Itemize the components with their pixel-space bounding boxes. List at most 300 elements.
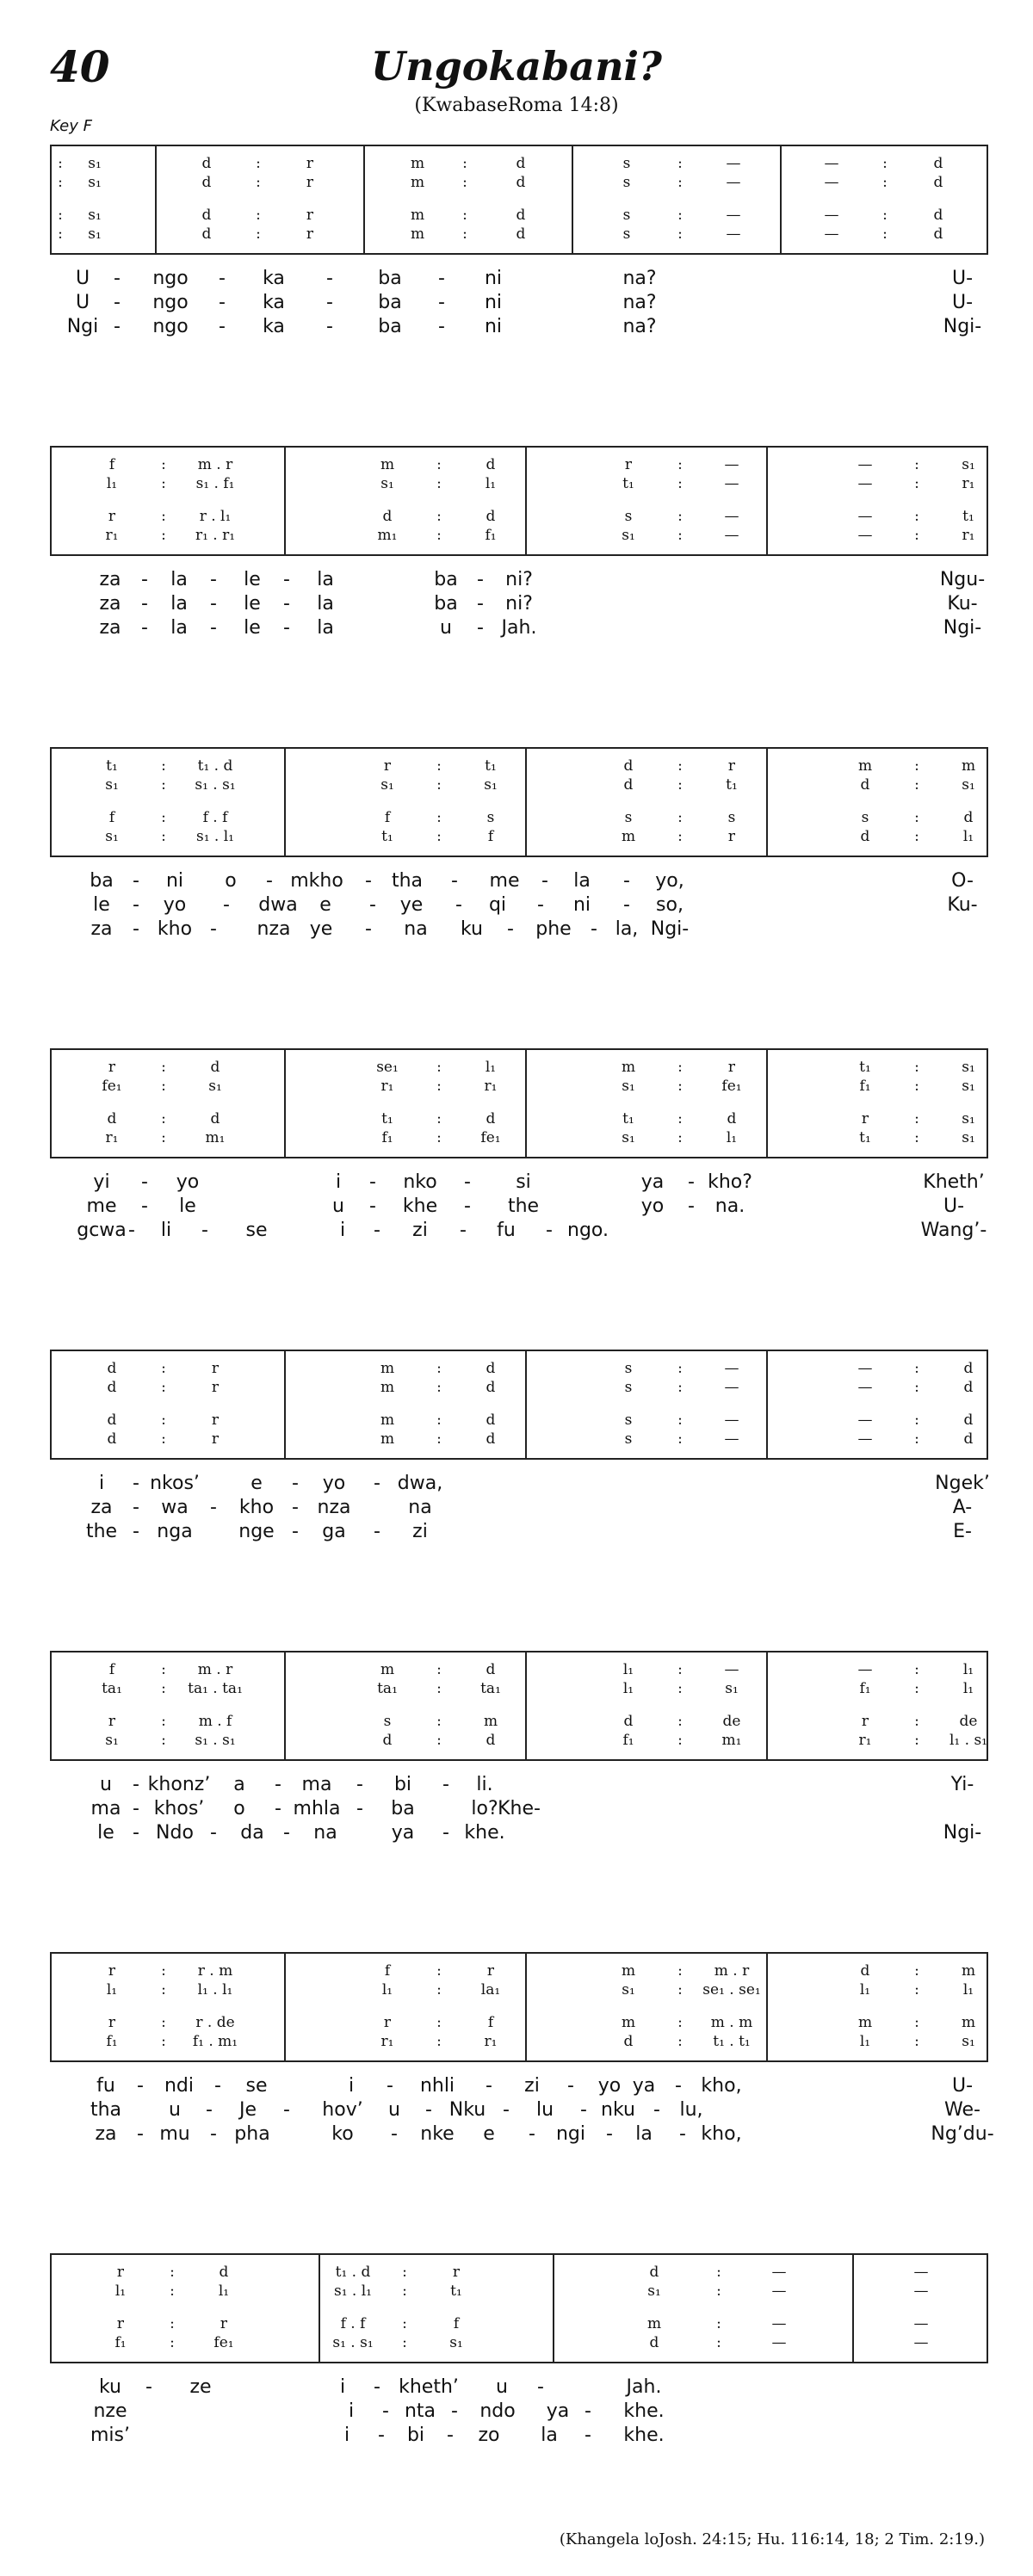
note-token: :: [914, 1412, 919, 1429]
note-token: d: [623, 776, 634, 794]
note-token: l₁: [622, 1661, 634, 1678]
note-token: s₁: [484, 776, 498, 794]
lyric-syllable: se: [245, 1220, 268, 1241]
lyric-syllable: -: [206, 2099, 213, 2121]
lyric-syllable: -: [623, 870, 630, 892]
lyric-syllable: -: [292, 1521, 299, 1542]
lyric-syllable: kho,: [701, 2075, 742, 2097]
voice-row: [52, 508, 987, 525]
voice-row: [52, 2014, 987, 2031]
lyric-syllable: -: [219, 268, 226, 289]
note-token: :: [677, 1430, 683, 1448]
note-token: l₁: [106, 475, 118, 492]
lyric-syllable: ya: [632, 2075, 656, 2097]
note-token: r: [108, 508, 116, 525]
note-token: :: [914, 1360, 919, 1377]
lyric-syllable: Ngi-: [943, 316, 982, 337]
note-token: r . m: [197, 1962, 233, 1980]
lyric-syllable: -: [114, 316, 121, 337]
lyric-syllable: -: [210, 593, 217, 615]
lyric-syllable: -: [477, 593, 484, 615]
note-token: r: [624, 456, 633, 473]
note-token: :: [914, 757, 919, 775]
note-token: s: [622, 207, 631, 224]
note-token: f: [108, 809, 115, 826]
lyric-line: [50, 1797, 988, 1821]
note-token: d: [486, 1412, 496, 1429]
note-token: —: [857, 1430, 873, 1448]
note-token: r₁ . r₁: [195, 527, 236, 544]
note-token: d: [516, 207, 526, 224]
lyric-syllable: nze: [93, 2400, 127, 2422]
lyric-syllable: -: [537, 894, 544, 916]
lyric-syllable: ye: [309, 918, 333, 940]
voice-row: [52, 757, 987, 775]
lyric-syllable: gcwa: [77, 1220, 127, 1241]
note-token: s₁: [105, 828, 119, 845]
lyric-syllable: O-: [951, 870, 974, 892]
note-token: :: [161, 1078, 166, 1095]
lyric-syllable: -: [438, 292, 445, 313]
lyric-syllable: -: [374, 1220, 380, 1241]
note-token: :: [914, 1430, 919, 1448]
note-token: —: [857, 1412, 873, 1429]
lyric-syllable: hov’: [322, 2099, 363, 2121]
note-token: s₁: [380, 475, 394, 492]
lyric-syllable: -: [447, 2425, 454, 2446]
lyric-syllable: -: [133, 870, 139, 892]
note-token: m₁: [205, 1129, 226, 1146]
note-token: d: [516, 155, 526, 172]
note-token: d: [623, 757, 634, 775]
note-token: :: [402, 2264, 407, 2281]
lyric-syllable: U-: [951, 292, 974, 313]
voice-row: [52, 1713, 987, 1730]
lyric-syllable: dwa: [258, 894, 298, 916]
note-token: f₁: [622, 1732, 634, 1749]
note-token: :: [914, 2033, 919, 2050]
note-token: s₁: [962, 1059, 975, 1076]
note-token: r₁: [484, 2033, 498, 2050]
lyric-syllable: na?: [622, 292, 657, 313]
note-token: —: [724, 508, 739, 525]
note-token: :: [436, 1360, 442, 1377]
voice-row: [52, 1430, 987, 1448]
lyric-syllable: la: [541, 2425, 558, 2446]
note-token: f: [108, 456, 115, 473]
note-token: :: [161, 828, 166, 845]
note-token: :: [256, 174, 261, 191]
note-token: r: [727, 1059, 736, 1076]
note-token: :: [677, 174, 683, 191]
lyric-syllable: tha: [391, 870, 424, 892]
note-token: :: [914, 776, 919, 794]
lyric-syllable: -: [326, 268, 333, 289]
voice-row: [52, 2315, 987, 2332]
lyric-syllable: -: [283, 617, 290, 639]
lyric-syllable: nhli: [419, 2075, 455, 2097]
note-token: r: [306, 207, 314, 224]
note-token: m: [961, 2014, 976, 2031]
note-token: r: [306, 174, 314, 191]
lyric-syllable: e: [319, 894, 331, 916]
note-token: d: [486, 1110, 496, 1127]
note-token: :: [436, 1713, 442, 1730]
lyric-syllable: -: [292, 1497, 299, 1518]
lyric-syllable: Khe-: [498, 1798, 541, 1819]
note-token: s₁: [725, 1680, 739, 1697]
lyric-syllable: Wang’-: [920, 1220, 987, 1241]
note-token: :: [161, 475, 166, 492]
note-token: :: [161, 508, 166, 525]
lyric-syllable: U-: [943, 1195, 965, 1217]
voice-row: [52, 174, 987, 191]
note-token: fe₁: [480, 1129, 501, 1146]
note-token: :: [161, 1981, 166, 1998]
lyric-syllable: -: [477, 569, 484, 590]
lyric-syllable: ka: [263, 268, 285, 289]
lyric-syllable: the: [85, 1521, 118, 1542]
note-token: s: [622, 174, 631, 191]
lyric-syllable: -: [585, 2425, 591, 2446]
note-token: :: [914, 1732, 919, 1749]
lyric-syllable: -: [141, 1195, 148, 1217]
note-token: :: [914, 1981, 919, 1998]
lyric-syllable: khonz’: [147, 1774, 211, 1795]
note-token: d: [486, 456, 496, 473]
note-token: :: [161, 1430, 166, 1448]
note-token: t₁ . d: [335, 2264, 371, 2281]
lyric-syllable: so,: [656, 894, 684, 916]
note-token: r₁: [484, 1078, 498, 1095]
song-number: 40: [50, 41, 110, 92]
lyric-syllable: -: [529, 2123, 535, 2145]
lyric-syllable: -: [326, 292, 333, 313]
lyric-syllable: -: [326, 316, 333, 337]
lyric-syllable: -: [133, 1497, 139, 1518]
lyric-syllable: Ngi: [66, 316, 99, 337]
lyric-syllable: -: [451, 870, 458, 892]
note-token: f₁ . m₁: [192, 2033, 238, 2050]
note-token: :: [436, 1078, 442, 1095]
note-token: d: [486, 1661, 496, 1678]
note-token: r: [306, 225, 314, 243]
lyric-syllable: -: [283, 569, 290, 590]
note-token: f: [108, 1661, 115, 1678]
note-token: :: [914, 828, 919, 845]
lyric-syllable: -: [378, 2425, 385, 2446]
voice-row: [52, 1078, 987, 1095]
lyric-syllable: -: [546, 1220, 553, 1241]
note-token: :: [161, 1661, 166, 1678]
lyric-syllable: Ngi-: [943, 1822, 982, 1844]
lyric-syllable: le: [179, 1195, 196, 1217]
lyric-syllable: la: [573, 870, 591, 892]
system-1-notes: [50, 145, 988, 255]
note-token: :: [436, 1732, 442, 1749]
lyric-syllable: -: [503, 2099, 510, 2121]
lyric-syllable: ngi: [555, 2123, 586, 2145]
lyric-syllable: nga: [157, 1521, 193, 1542]
note-token: s₁: [88, 174, 102, 191]
note-token: s₁: [208, 1078, 222, 1095]
note-token: :: [161, 1379, 166, 1396]
note-token: :: [716, 2315, 721, 2332]
lyric-syllable: A-: [952, 1497, 973, 1518]
lyric-syllable: Kheth’: [923, 1171, 985, 1193]
note-token: :: [436, 776, 442, 794]
note-token: —: [913, 2315, 929, 2332]
voice-row: [52, 809, 987, 826]
note-token: d: [963, 1360, 974, 1377]
lyric-syllable: ga: [322, 1521, 346, 1542]
note-token: d: [107, 1360, 117, 1377]
note-token: s: [383, 1713, 392, 1730]
system-1-lyrics: [50, 267, 988, 339]
note-token: l₁: [859, 2033, 871, 2050]
lyric-syllable: za: [99, 593, 121, 615]
note-token: r: [861, 1713, 869, 1730]
lyric-syllable: la: [170, 617, 188, 639]
lyric-line: [50, 1773, 988, 1797]
lyric-syllable: -: [283, 1822, 290, 1844]
lyric-syllable: la: [170, 569, 188, 590]
note-token: s₁: [962, 1129, 975, 1146]
lyric-line: [50, 869, 988, 893]
lyric-syllable: na?: [622, 268, 657, 289]
lyric-syllable: o: [225, 870, 237, 892]
note-token: s₁: [622, 1129, 635, 1146]
note-token: fe₁: [102, 1078, 122, 1095]
lyric-syllable: lu,: [679, 2099, 703, 2121]
note-token: d: [486, 1379, 496, 1396]
note-token: —: [724, 456, 739, 473]
voice-row: [52, 2264, 987, 2281]
lyric-line: [50, 315, 988, 339]
lyric-syllable: me: [489, 870, 520, 892]
lyric-syllable: ngo: [152, 316, 189, 337]
lyric-syllable: -: [133, 918, 139, 940]
note-token: s₁: [962, 776, 975, 794]
note-token: r: [211, 1412, 220, 1429]
system-5-notes: [50, 1350, 988, 1460]
lyric-syllable: nge: [238, 1521, 275, 1542]
voice-row: [52, 1981, 987, 1998]
lyric-syllable: -: [283, 2099, 290, 2121]
note-token: :: [914, 1962, 919, 1980]
note-token: :: [882, 155, 888, 172]
note-token: :: [882, 225, 888, 243]
lyric-syllable: -: [141, 593, 148, 615]
lyric-syllable: ba: [378, 292, 402, 313]
lyric-syllable: kho: [238, 1497, 275, 1518]
note-token: m: [621, 828, 636, 845]
note-token: d: [107, 1430, 117, 1448]
note-token: l₁: [381, 1981, 393, 1998]
lyric-syllable: -: [580, 2099, 587, 2121]
note-token: r . l₁: [199, 508, 232, 525]
voice-row: [52, 828, 987, 845]
lyric-line: [50, 1472, 988, 1496]
lyric-syllable: ko: [331, 2123, 354, 2145]
note-token: r: [211, 1379, 220, 1396]
note-token: s₁: [449, 2334, 463, 2351]
voice-row: [52, 2334, 987, 2351]
lyric-syllable: -: [391, 2123, 398, 2145]
lyric-syllable: a: [233, 1774, 245, 1795]
note-token: :: [402, 2334, 407, 2351]
note-token: s₁: [962, 1110, 975, 1127]
lyric-syllable: -: [369, 894, 376, 916]
note-token: f₁: [106, 2033, 118, 2050]
note-token: :: [58, 225, 63, 243]
lyric-syllable: ye: [399, 894, 424, 916]
note-token: :: [914, 1379, 919, 1396]
note-token: —: [724, 475, 739, 492]
voice-row: [52, 527, 987, 544]
lyric-syllable: nku: [601, 2099, 635, 2121]
note-token: :: [677, 2033, 683, 2050]
note-token: :: [436, 2014, 442, 2031]
note-token: s₁: [622, 1981, 635, 1998]
lyric-line: [50, 1219, 988, 1243]
note-token: r: [211, 1430, 220, 1448]
note-token: r: [452, 2264, 461, 2281]
note-token: d: [486, 1732, 496, 1749]
note-token: :: [677, 828, 683, 845]
note-token: t₁: [726, 776, 738, 794]
voice-row: [52, 1962, 987, 1980]
note-token: de: [959, 1713, 978, 1730]
lyric-syllable: ya: [546, 2400, 570, 2422]
note-token: d: [933, 174, 943, 191]
note-token: —: [857, 456, 873, 473]
note-token: d: [201, 207, 212, 224]
note-token: :: [677, 757, 683, 775]
lyric-syllable: E-: [953, 1521, 972, 1542]
note-token: s₁: [962, 1078, 975, 1095]
note-token: s₁: [105, 1732, 119, 1749]
lyric-syllable: -: [455, 894, 462, 916]
lyric-syllable: li.: [476, 1774, 493, 1795]
note-token: d: [623, 2033, 634, 2050]
note-token: d: [623, 1713, 634, 1730]
note-token: t₁: [381, 1110, 393, 1127]
lyric-syllable: za: [99, 569, 121, 590]
note-token: :: [914, 1129, 919, 1146]
lyric-syllable: -: [141, 617, 148, 639]
note-token: t₁: [450, 2283, 462, 2300]
voice-row: [52, 1412, 987, 1429]
lyric-line: [50, 2098, 988, 2122]
note-token: s₁: [88, 155, 102, 172]
lyric-syllable: wa: [161, 1497, 189, 1518]
lyric-syllable: -: [141, 1171, 148, 1193]
note-token: t₁: [622, 1110, 634, 1127]
lyric-line: [50, 2074, 988, 2098]
note-token: :: [462, 174, 467, 191]
lyric-syllable: U: [75, 292, 90, 313]
note-token: d: [860, 828, 870, 845]
lyric-line: [50, 1195, 988, 1219]
lyric-syllable: u: [440, 617, 452, 639]
lyric-syllable: -: [223, 894, 230, 916]
note-token: :: [436, 1129, 442, 1146]
note-token: m: [380, 1379, 395, 1396]
note-token: :: [677, 1059, 683, 1076]
note-token: :: [677, 2014, 683, 2031]
voice-row: [52, 1680, 987, 1697]
note-token: fe₁: [721, 1078, 742, 1095]
note-token: :: [436, 456, 442, 473]
lyric-syllable: i: [343, 2425, 350, 2446]
note-token: —: [824, 207, 839, 224]
lyric-syllable: ba: [434, 569, 458, 590]
system-2-notes: [50, 446, 988, 556]
note-token: d: [860, 776, 870, 794]
lyric-syllable: Yi-: [950, 1774, 974, 1795]
note-token: f: [487, 828, 494, 845]
lyric-line: [50, 2122, 994, 2147]
note-token: t₁: [381, 828, 393, 845]
lyric-syllable: na?: [622, 316, 657, 337]
lyric-syllable: khos’: [153, 1798, 205, 1819]
note-token: m: [380, 1430, 395, 1448]
lyric-syllable: Ng’du-: [931, 2123, 994, 2145]
system-8-lyrics: [50, 2375, 988, 2448]
note-token: d: [516, 174, 526, 191]
note-token: :: [882, 174, 888, 191]
note-token: t₁: [622, 475, 634, 492]
note-token: :: [914, 1661, 919, 1678]
lyric-syllable: Jah.: [626, 2376, 662, 2398]
note-token: d: [107, 1412, 117, 1429]
note-token: m . r: [197, 1661, 233, 1678]
system-6-lyrics: [50, 1773, 988, 1845]
lyric-syllable: -: [356, 1774, 363, 1795]
key-signature: Key F: [50, 117, 92, 135]
lyric-syllable: nkos’: [150, 1473, 200, 1494]
note-token: f: [384, 809, 391, 826]
lyric-syllable: -: [133, 1774, 139, 1795]
note-token: :: [436, 1680, 442, 1697]
note-token: m: [483, 1713, 498, 1730]
voice-row: [52, 1110, 987, 1127]
lyric-syllable: -: [623, 894, 630, 916]
note-token: —: [724, 1412, 739, 1429]
voice-row: [52, 1379, 987, 1396]
note-token: f₁: [114, 2334, 127, 2351]
lyric-syllable: -: [464, 1171, 471, 1193]
note-token: :: [436, 527, 442, 544]
note-token: t₁: [859, 1059, 871, 1076]
lyric-syllable: zi: [412, 1220, 428, 1241]
note-token: d: [516, 225, 526, 243]
lyric-syllable: u: [332, 1195, 344, 1217]
note-token: :: [170, 2315, 175, 2332]
note-token: l₁: [485, 475, 497, 492]
note-token: :: [914, 1078, 919, 1095]
note-token: f: [487, 2014, 494, 2031]
note-token: —: [771, 2283, 787, 2300]
voice-row: [52, 475, 987, 492]
note-token: s: [622, 155, 631, 172]
note-token: s: [486, 809, 495, 826]
note-token: t₁: [962, 508, 974, 525]
footnote: (Khangela loJosh. 24:15; Hu. 116:14, 18; 2 Tim. 2:19.): [559, 2530, 985, 2548]
note-token: r₁: [962, 527, 975, 544]
note-token: :: [436, 2033, 442, 2050]
